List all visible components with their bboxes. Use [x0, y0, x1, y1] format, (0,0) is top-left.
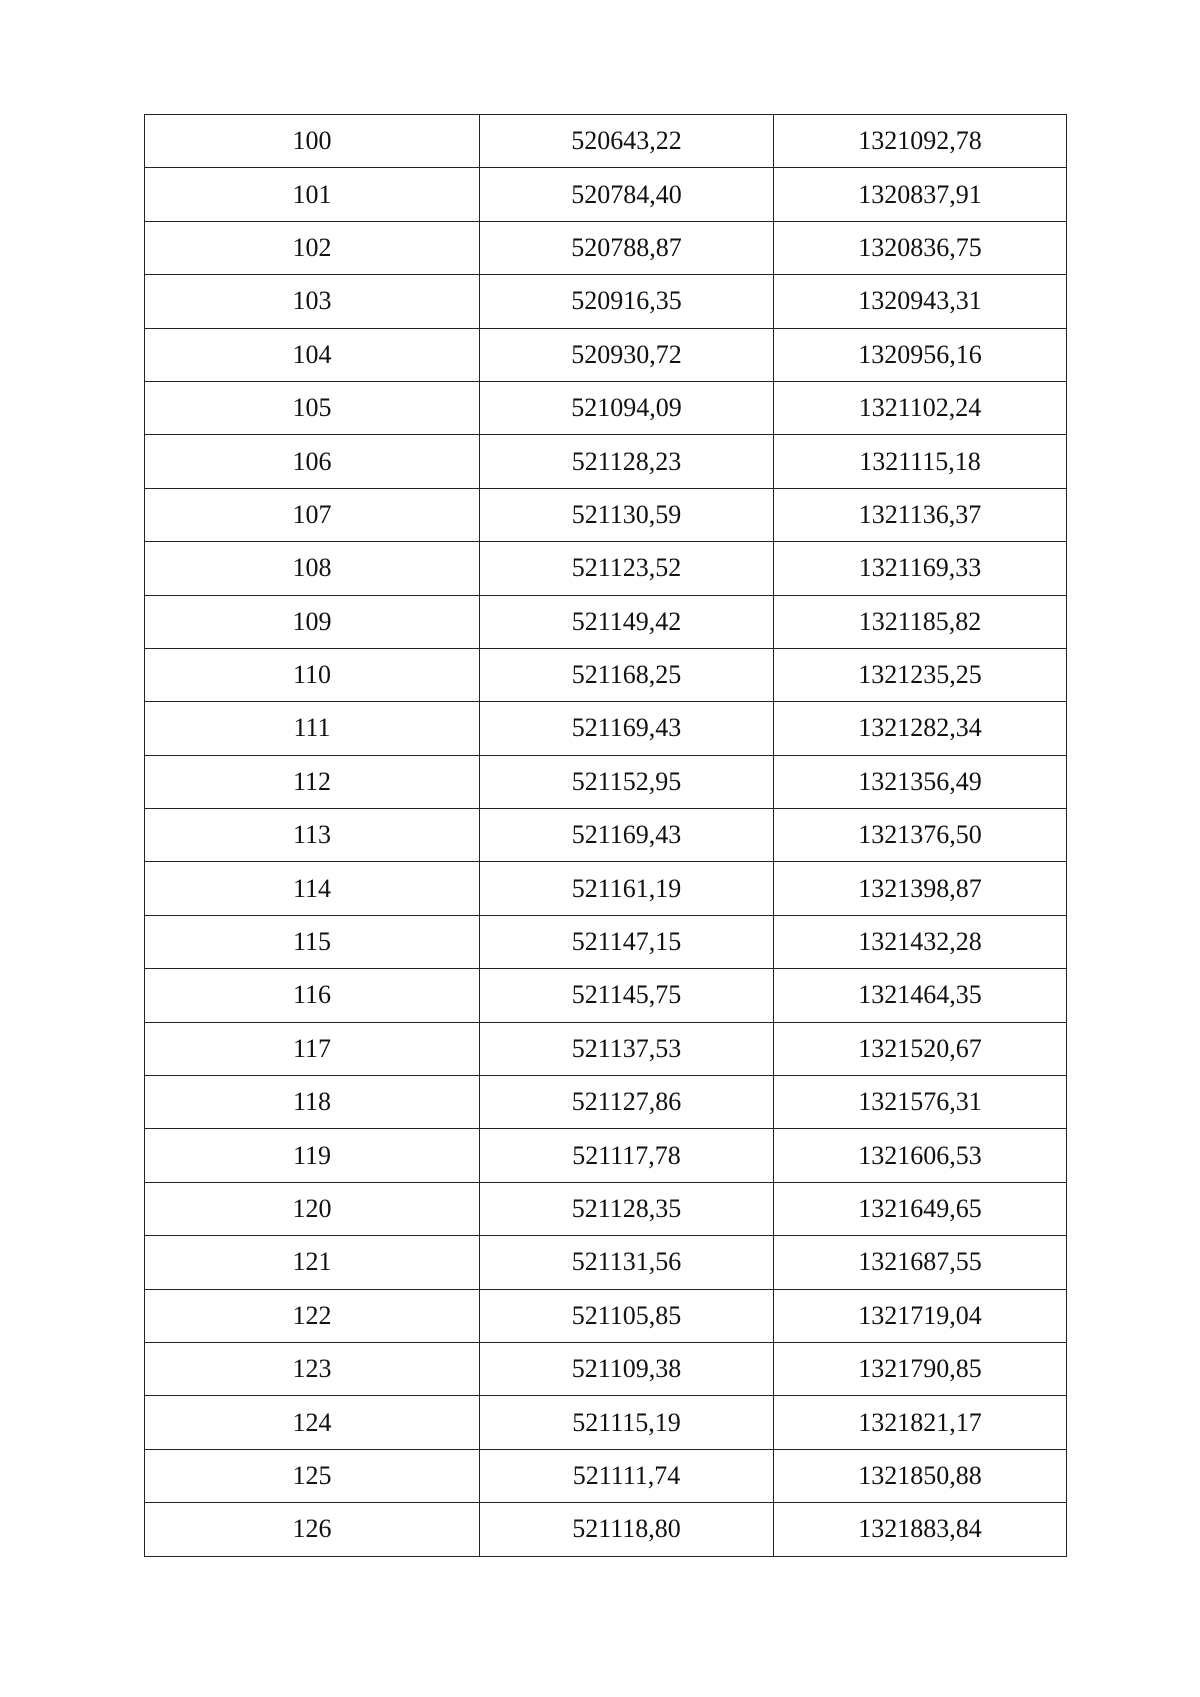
table-row [145, 488, 1067, 541]
x-coordinate-cell: 521127,86 [480, 1076, 774, 1129]
point-number-cell: 109 [145, 595, 480, 648]
point-number-cell: 126 [145, 1503, 480, 1556]
table-row [145, 915, 1067, 968]
y-coordinate-cell: 1321432,28 [774, 915, 1067, 968]
point-number-cell: 123 [145, 1342, 480, 1395]
table-row [145, 1182, 1067, 1235]
x-coordinate-cell: 521169,43 [480, 809, 774, 862]
point-number-cell: 112 [145, 755, 480, 808]
point-number-cell: 108 [145, 542, 480, 595]
x-coordinate-cell: 521117,78 [480, 1129, 774, 1182]
y-coordinate-cell: 1320956,16 [774, 328, 1067, 381]
table-row [145, 1076, 1067, 1129]
table-row [145, 435, 1067, 488]
x-coordinate-cell: 521152,95 [480, 755, 774, 808]
point-number-cell: 117 [145, 1022, 480, 1075]
table-row [145, 1449, 1067, 1502]
y-coordinate-cell: 1320836,75 [774, 221, 1067, 274]
point-number-cell: 105 [145, 381, 480, 434]
y-coordinate-cell: 1321185,82 [774, 595, 1067, 648]
y-coordinate-cell: 1321790,85 [774, 1342, 1067, 1395]
y-coordinate-cell: 1321606,53 [774, 1129, 1067, 1182]
y-coordinate-cell: 1321092,78 [774, 115, 1067, 168]
table-row [145, 1129, 1067, 1182]
x-coordinate-cell: 521131,56 [480, 1236, 774, 1289]
x-coordinate-cell: 521111,74 [480, 1449, 774, 1502]
x-coordinate-cell: 521145,75 [480, 969, 774, 1022]
table-row [145, 1022, 1067, 1075]
y-coordinate-cell: 1321136,37 [774, 488, 1067, 541]
x-coordinate-cell: 521169,43 [480, 702, 774, 755]
y-coordinate-cell: 1320837,91 [774, 168, 1067, 221]
x-coordinate-cell: 520930,72 [480, 328, 774, 381]
table-row [145, 542, 1067, 595]
point-number-cell: 121 [145, 1236, 480, 1289]
point-number-cell: 120 [145, 1182, 480, 1235]
y-coordinate-cell: 1321169,33 [774, 542, 1067, 595]
table-row [145, 809, 1067, 862]
x-coordinate-cell: 521161,19 [480, 862, 774, 915]
y-coordinate-cell: 1321687,55 [774, 1236, 1067, 1289]
table-row [145, 275, 1067, 328]
table-row [145, 221, 1067, 274]
y-coordinate-cell: 1321102,24 [774, 381, 1067, 434]
y-coordinate-cell: 1321356,49 [774, 755, 1067, 808]
x-coordinate-cell: 521147,15 [480, 915, 774, 968]
table-row [145, 755, 1067, 808]
point-number-cell: 118 [145, 1076, 480, 1129]
x-coordinate-cell: 521115,19 [480, 1396, 774, 1449]
x-coordinate-cell: 520643,22 [480, 115, 774, 168]
y-coordinate-cell: 1321115,18 [774, 435, 1067, 488]
table-row [145, 1236, 1067, 1289]
point-number-cell: 125 [145, 1449, 480, 1502]
x-coordinate-cell: 520916,35 [480, 275, 774, 328]
table-row [145, 595, 1067, 648]
x-coordinate-cell: 521130,59 [480, 488, 774, 541]
point-number-cell: 106 [145, 435, 480, 488]
point-number-cell: 101 [145, 168, 480, 221]
x-coordinate-cell: 521128,35 [480, 1182, 774, 1235]
x-coordinate-cell: 521128,23 [480, 435, 774, 488]
y-coordinate-cell: 1321235,25 [774, 648, 1067, 701]
coordinates-table-body [145, 115, 1067, 1557]
table-row [145, 1289, 1067, 1342]
table-row [145, 1503, 1067, 1556]
x-coordinate-cell: 521109,38 [480, 1342, 774, 1395]
table-row [145, 381, 1067, 434]
table-row [145, 648, 1067, 701]
table-row [145, 702, 1067, 755]
x-coordinate-cell: 521105,85 [480, 1289, 774, 1342]
y-coordinate-cell: 1321719,04 [774, 1289, 1067, 1342]
table-row [145, 328, 1067, 381]
y-coordinate-cell: 1320943,31 [774, 275, 1067, 328]
table-row [145, 1396, 1067, 1449]
point-number-cell: 122 [145, 1289, 480, 1342]
x-coordinate-cell: 521137,53 [480, 1022, 774, 1075]
point-number-cell: 102 [145, 221, 480, 274]
y-coordinate-cell: 1321883,84 [774, 1503, 1067, 1556]
point-number-cell: 104 [145, 328, 480, 381]
point-number-cell: 124 [145, 1396, 480, 1449]
point-number-cell: 113 [145, 809, 480, 862]
x-coordinate-cell: 521149,42 [480, 595, 774, 648]
point-number-cell: 103 [145, 275, 480, 328]
x-coordinate-cell: 520784,40 [480, 168, 774, 221]
x-coordinate-cell: 521123,52 [480, 542, 774, 595]
x-coordinate-cell: 521118,80 [480, 1503, 774, 1556]
table-row [145, 168, 1067, 221]
point-number-cell: 110 [145, 648, 480, 701]
y-coordinate-cell: 1321520,67 [774, 1022, 1067, 1075]
table-row [145, 1342, 1067, 1395]
table-row [145, 862, 1067, 915]
point-number-cell: 115 [145, 915, 480, 968]
point-number-cell: 111 [145, 702, 480, 755]
point-number-cell: 114 [145, 862, 480, 915]
table-row [145, 969, 1067, 1022]
coordinates-table [144, 114, 1067, 1557]
point-number-cell: 100 [145, 115, 480, 168]
point-number-cell: 119 [145, 1129, 480, 1182]
point-number-cell: 107 [145, 488, 480, 541]
y-coordinate-cell: 1321376,50 [774, 809, 1067, 862]
y-coordinate-cell: 1321850,88 [774, 1449, 1067, 1502]
table-row [145, 115, 1067, 168]
y-coordinate-cell: 1321282,34 [774, 702, 1067, 755]
x-coordinate-cell: 521094,09 [480, 381, 774, 434]
y-coordinate-cell: 1321649,65 [774, 1182, 1067, 1235]
x-coordinate-cell: 521168,25 [480, 648, 774, 701]
point-number-cell: 116 [145, 969, 480, 1022]
y-coordinate-cell: 1321464,35 [774, 969, 1067, 1022]
y-coordinate-cell: 1321821,17 [774, 1396, 1067, 1449]
y-coordinate-cell: 1321398,87 [774, 862, 1067, 915]
y-coordinate-cell: 1321576,31 [774, 1076, 1067, 1129]
x-coordinate-cell: 520788,87 [480, 221, 774, 274]
